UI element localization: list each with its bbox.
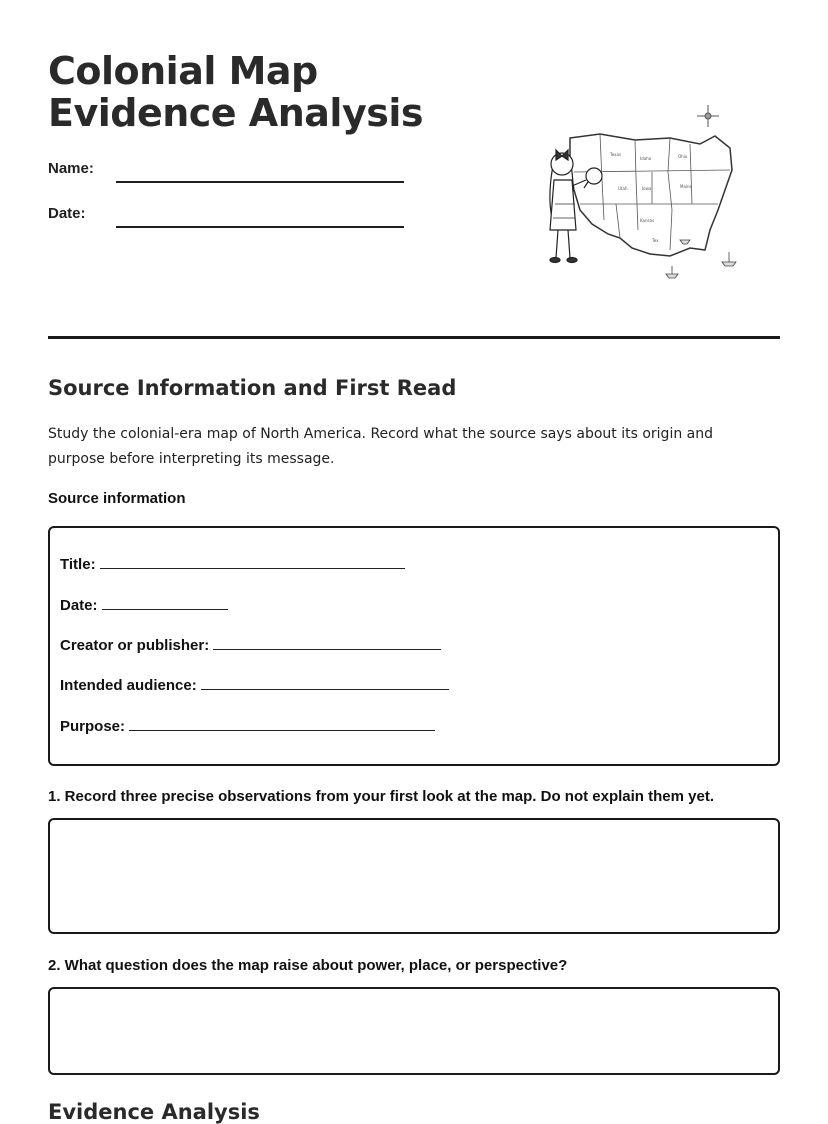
section-heading-source: Source Information and First Read	[48, 376, 457, 400]
section-divider	[48, 336, 780, 339]
source-purpose-label: Purpose:	[60, 718, 126, 735]
source-creator-blank[interactable]	[213, 637, 441, 650]
svg-text:Texas: Texas	[610, 152, 622, 157]
question-2-prompt: 2. What question does the map raise about power, place, or perspective?	[48, 957, 568, 974]
date-line[interactable]	[116, 226, 404, 228]
section-intro: Study the colonial-era map of North America. Record what the source says about its origin and purpose before interpreting its message.	[48, 426, 713, 467]
question-1-prompt: 1. Record three precise observations from your first look at the map. Do not explain them yet.	[48, 788, 714, 805]
svg-text:Utah: Utah	[618, 186, 628, 191]
svg-text:Ohio: Ohio	[678, 154, 688, 159]
name-line[interactable]	[116, 181, 404, 183]
date-label: Date:	[48, 205, 86, 222]
name-label: Name:	[48, 160, 94, 177]
source-title-field[interactable]	[60, 556, 405, 573]
question-2-answer-box[interactable]	[48, 987, 780, 1075]
source-date-label: Date:	[60, 597, 98, 614]
svg-text:Idaho: Idaho	[640, 156, 652, 161]
date-field[interactable]	[48, 205, 408, 229]
source-audience-blank[interactable]	[201, 677, 449, 690]
source-creator-label: Creator or publisher:	[60, 637, 210, 654]
worksheet-title: Colonial Map Evidence Analysis	[48, 49, 423, 135]
source-title-label: Title:	[60, 556, 96, 573]
source-date-blank[interactable]	[102, 597, 228, 610]
svg-text:Tex: Tex	[652, 238, 659, 243]
question-1-answer-box[interactable]	[48, 818, 780, 934]
compass-icon	[697, 105, 719, 127]
map-illustration	[540, 100, 750, 285]
name-field[interactable]	[48, 160, 408, 184]
source-purpose-field[interactable]	[60, 718, 435, 735]
source-audience-field[interactable]	[60, 677, 449, 694]
svg-text:Iowa: Iowa	[642, 186, 652, 191]
source-info-label: Source information	[48, 490, 186, 507]
section-heading-evidence: Evidence Analysis	[48, 1100, 260, 1124]
source-date-field[interactable]	[60, 597, 228, 614]
source-purpose-blank[interactable]	[129, 718, 435, 731]
source-creator-field[interactable]	[60, 637, 441, 654]
source-title-blank[interactable]	[100, 556, 405, 569]
source-info-box	[48, 526, 780, 766]
svg-text:Kansas: Kansas	[640, 218, 655, 223]
svg-text:Maine: Maine	[680, 184, 693, 189]
source-audience-label: Intended audience:	[60, 677, 197, 694]
